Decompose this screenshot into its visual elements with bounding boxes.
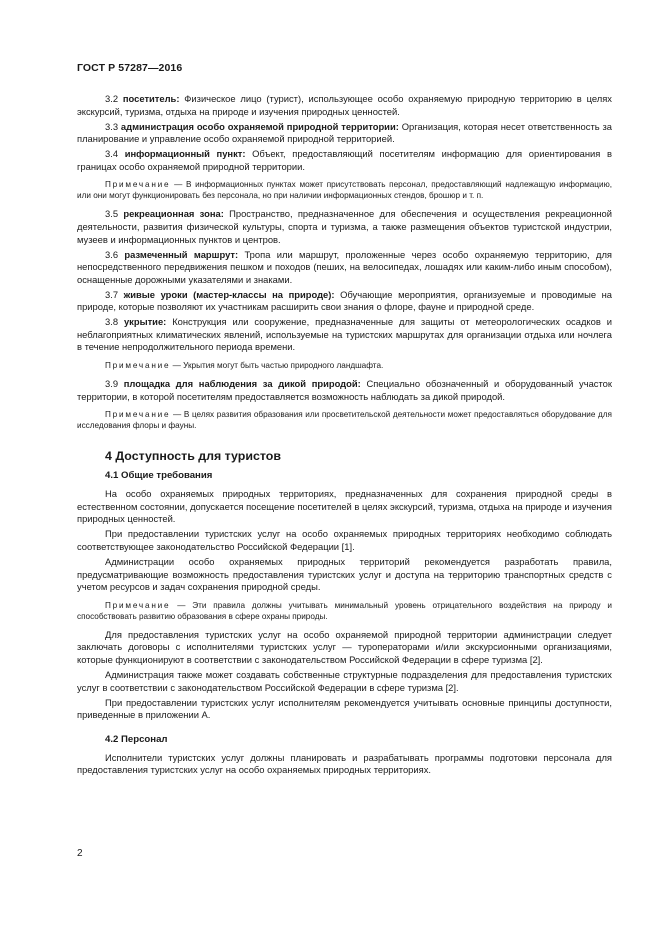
term-3-7: 3.7 живые уроки (мастер-классы на природе): Обучающие мероприятия, организуемые и проводимые на природе, которые позволяют их участникам расширить свои знания о флоре, фауне и природной среде. [77,288,613,313]
document-header: ГОСТ Р 57287—2016 [77,62,183,74]
section-4-1-title: 4.1 Общие требования [105,470,213,482]
section-4-1-paragraph: При предоставлении туристских услуг на особо охраняемых природных территориях необходимо соблюдать соответствующее законодательство Российской Федерации [1]. [77,528,612,552]
term-3-3: 3.3 администрация особо охраняемой природной территории: Организация, которая несет ответственность за планирование и управление особо охраняемой природной территорией. [77,120,613,145]
page-number: 2 [77,848,83,859]
section-4-1-paragraph: На особо охраняемых природных территориях, предназначенных для сохранения природной среды в естественном состоянии, допускается посещение посетителей в целях экскурсий, туризма, отдыха на природе и изучения природных ценностей. [77,488,612,525]
section-4-1-paragraph: Администрации особо охраняемых природных территорий рекомендуется разработать правила, предусматривающие возможность предоставления туристских услуг и доступа на территорию транспортных средств с учетом ресурсов и задач сохранения природной среды. [77,555,612,593]
note-3-4: Примечание — В информационных пунктах может присутствовать персонал, предоставляющий надлежащую информацию, или они могут функционировать без персонала, но при наличии информационных стендов, брошюр и т. п. [77,180,612,201]
term-3-8: 3.8 укрытие: Конструкция или сооружение, предназначенные для защиты от метеорологических осадков и неблагоприятных климатических явлений, используемые на туристских маршрутах для организации отдыха или ночлега в течение непродолжительного периода времени. [77,316,612,353]
section-4-1-paragraph: Администрация также может создавать собственные структурные подразделения для предоставления туристских услуг в соответствии с законодательством Российской Федерации в сфере туризма [2]. [77,668,612,693]
term-3-6: 3.6 размеченный маршрут: Тропа или маршрут, проложенные через особо охраняемую территорию, для непосредственного передвижения пешком и походов (пеших, на велосипедах, лошадях или каким-либо иным способом), оснащенные дорожными указателями и знаками. [77,248,612,285]
term-3-5: 3.5 рекреационная зона: Пространство, предназначенное для обеспечения и осуществления рекреационной деятельности, развития физической культуры, спорта и туризма, а также размещения объектов туристской индустрии, музеев и информационных пунктов и центров. [77,208,613,245]
section-4-1-paragraph: При предоставлении туристских услуг исполнителям рекомендуется учитывать основные принципы доступности, приведенные в приложении А. [77,696,612,721]
note-3-8: Примечание — Укрытия могут быть частью природного ландшафта. [105,361,384,371]
term-3-2: 3.2 посетитель: Физическое лицо (турист), использующее особо охраняемую природную территорию в целях экскурсий, туризма, отдыха на природе и изучения природных ценностей. [77,93,612,117]
term-3-9: 3.9 площадка для наблюдения за дикой природой: Специально обозначенный и оборудованный участок территории, в которой посетителям предоставляется возможность наблюдать за дикой природой. [77,378,612,402]
page-content [77,93,612,779]
section-4-2-title: 4.2 Персонал [105,733,168,745]
section-4-2-paragraph: Исполнители туристских услуг должны планировать и разрабатывать программы подготовки персонала для предоставления туристских услуг на особо охраняемых природных территориях. [77,751,612,776]
section-4-1-paragraph: Для предоставления туристских услуг на особо охраняемой природной территории администрации следует заключать договоры с исполнителями туристских услуг — туроператорами и/или экскурсионными организациями, которые функционируют в соответствии с законодательством Российской Федерации в сфере туризма [2]. [77,628,612,665]
note-4-1: Примечание — Эти правила должны учитывать минимальный уровень отрицательного воздействия на природу и способствовать развитию образования в сфере охраны природы. [77,600,612,621]
note-3-9: Примечание — В целях развития образования или просветительской деятельности может предоставляться оборудование для исследования флоры и фауны. [77,410,612,431]
section-4-title: 4 Доступность для туристов [105,449,281,464]
term-3-4: 3.4 информационный пункт: Объект, предоставляющий посетителям информацию для ориентирования в границах особо охраняемой природной территории. [77,148,612,172]
